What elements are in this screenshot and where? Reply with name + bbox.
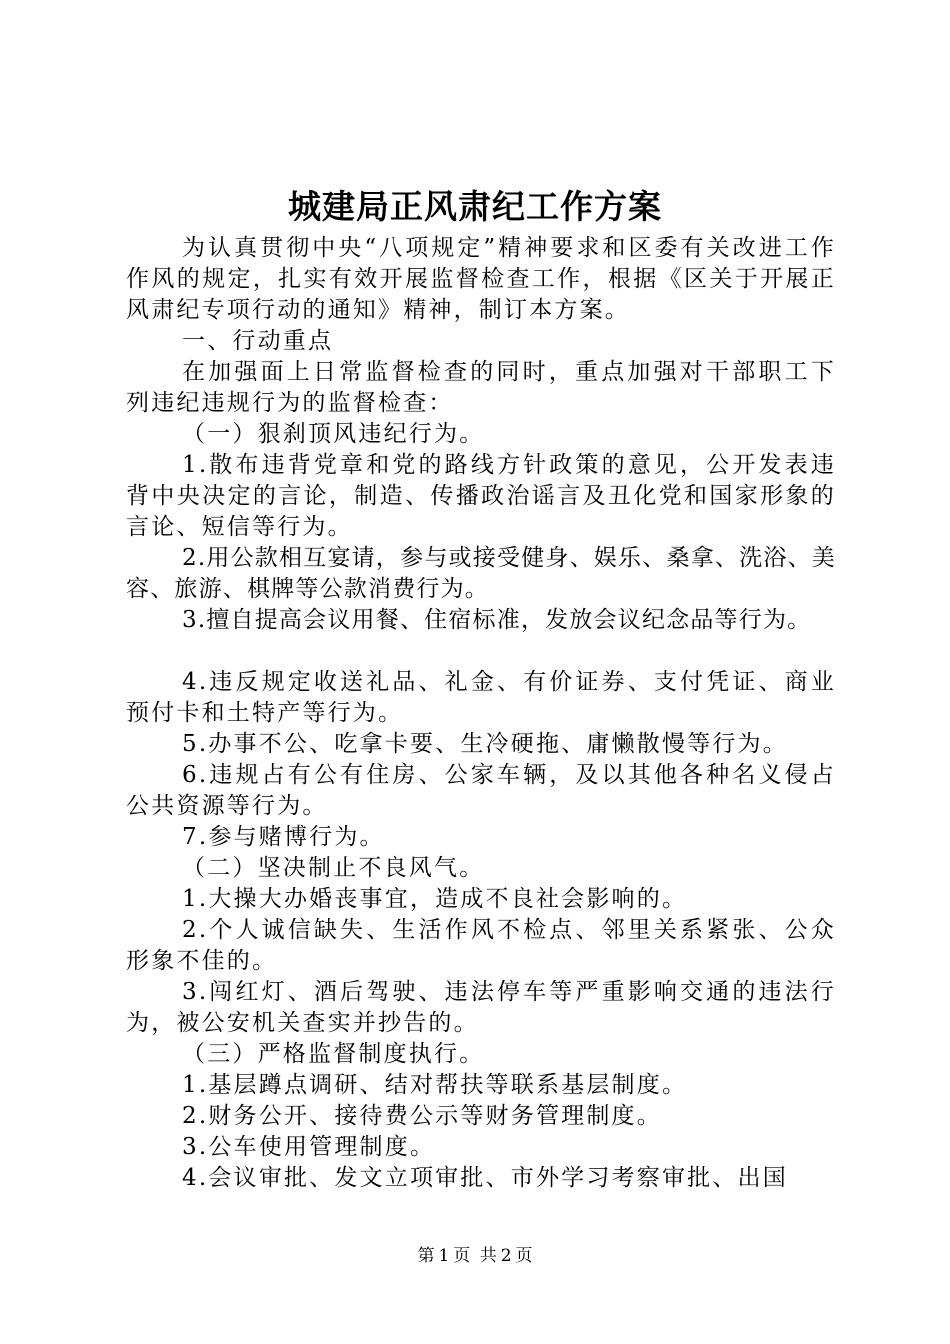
page-footer — [0, 1244, 950, 1268]
subsection-heading: （二）坚决制止不良风气。 — [182, 855, 485, 881]
list-item: 4.违反规定收送礼品、礼金、有价证券、支付凭证、商业预付卡和土特产等行为。 — [126, 669, 836, 726]
total-label: 页 — [515, 1246, 533, 1266]
list-item: 7.参与赌博行为。 — [182, 824, 385, 850]
list-item: 2.用公款相互宴请，参与或接受健身、娱乐、桑拿、洗浴、美容、旅游、棋牌等公款消费行为。 — [126, 545, 836, 602]
list-item: 1.基层蹲点调研、结对帮扶等联系基层制度。 — [182, 1072, 688, 1098]
list-item: 4.会议审批、发文立项审批、市外学习考察审批、出国 — [182, 1165, 788, 1191]
list-item: 1.散布违背党章和党的路线方针政策的意见，公开发表违背中央决定的言论，制造、传播政治谣言及丑化党和国家形象的言论、短信等行为。 — [126, 452, 836, 540]
subsection-heading: （三）严格监督制度执行。 — [182, 1041, 485, 1067]
paragraph: 在加强面上日常监督检查的同时，重点加强对干部职工下列违纪违规行为的监督检查： — [126, 359, 836, 416]
page-label: 页 — [453, 1246, 471, 1266]
page-prefix: 第 — [417, 1246, 435, 1266]
paragraph-intro: 为认真贯彻中央“八项规定”精神要求和区委有关改进工作作风的规定，扎实有效开展监督检查工作，根据《区关于开展正风肃纪专项行动的通知》精神，制订本方案。 — [126, 235, 836, 323]
list-item: 6.违规占有公有住房、公家车辆，及以其他各种名义侵占公共资源等行为。 — [126, 762, 836, 819]
list-item: 2.个人诚信缺失、生活作风不检点、邻里关系紧张、公众形象不佳的。 — [126, 917, 836, 974]
section-heading-1: 一、行动重点 — [182, 328, 334, 354]
document-title: 城建局正风肃纪工作方案 — [288, 187, 662, 226]
page-current: 1 — [438, 1246, 450, 1266]
list-item: 3.公车使用管理制度。 — [182, 1134, 436, 1160]
subsection-heading: （一）狠刹顶风违纪行为。 — [182, 421, 485, 447]
paragraph-gap — [126, 636, 836, 667]
page-total: 2 — [500, 1246, 512, 1266]
total-prefix: 共 — [479, 1246, 497, 1266]
list-item: 2.财务公开、接待费公示等财务管理制度。 — [182, 1103, 662, 1129]
list-item: 5.办事不公、吃拿卡要、生冷硬拖、庸懒散慢等行为。 — [182, 731, 788, 757]
list-item: 3.闯红灯、酒后驾驶、违法停车等严重影响交通的违法行为，被公安机关查实并抄告的。 — [126, 979, 836, 1036]
document-body — [126, 233, 836, 1194]
list-item: 3.擅自提高会议用餐、住宿标准，发放会议纪念品等行为。 — [182, 607, 812, 633]
list-item: 1.大操大办婚丧事宜，造成不良社会影响的。 — [182, 886, 688, 912]
